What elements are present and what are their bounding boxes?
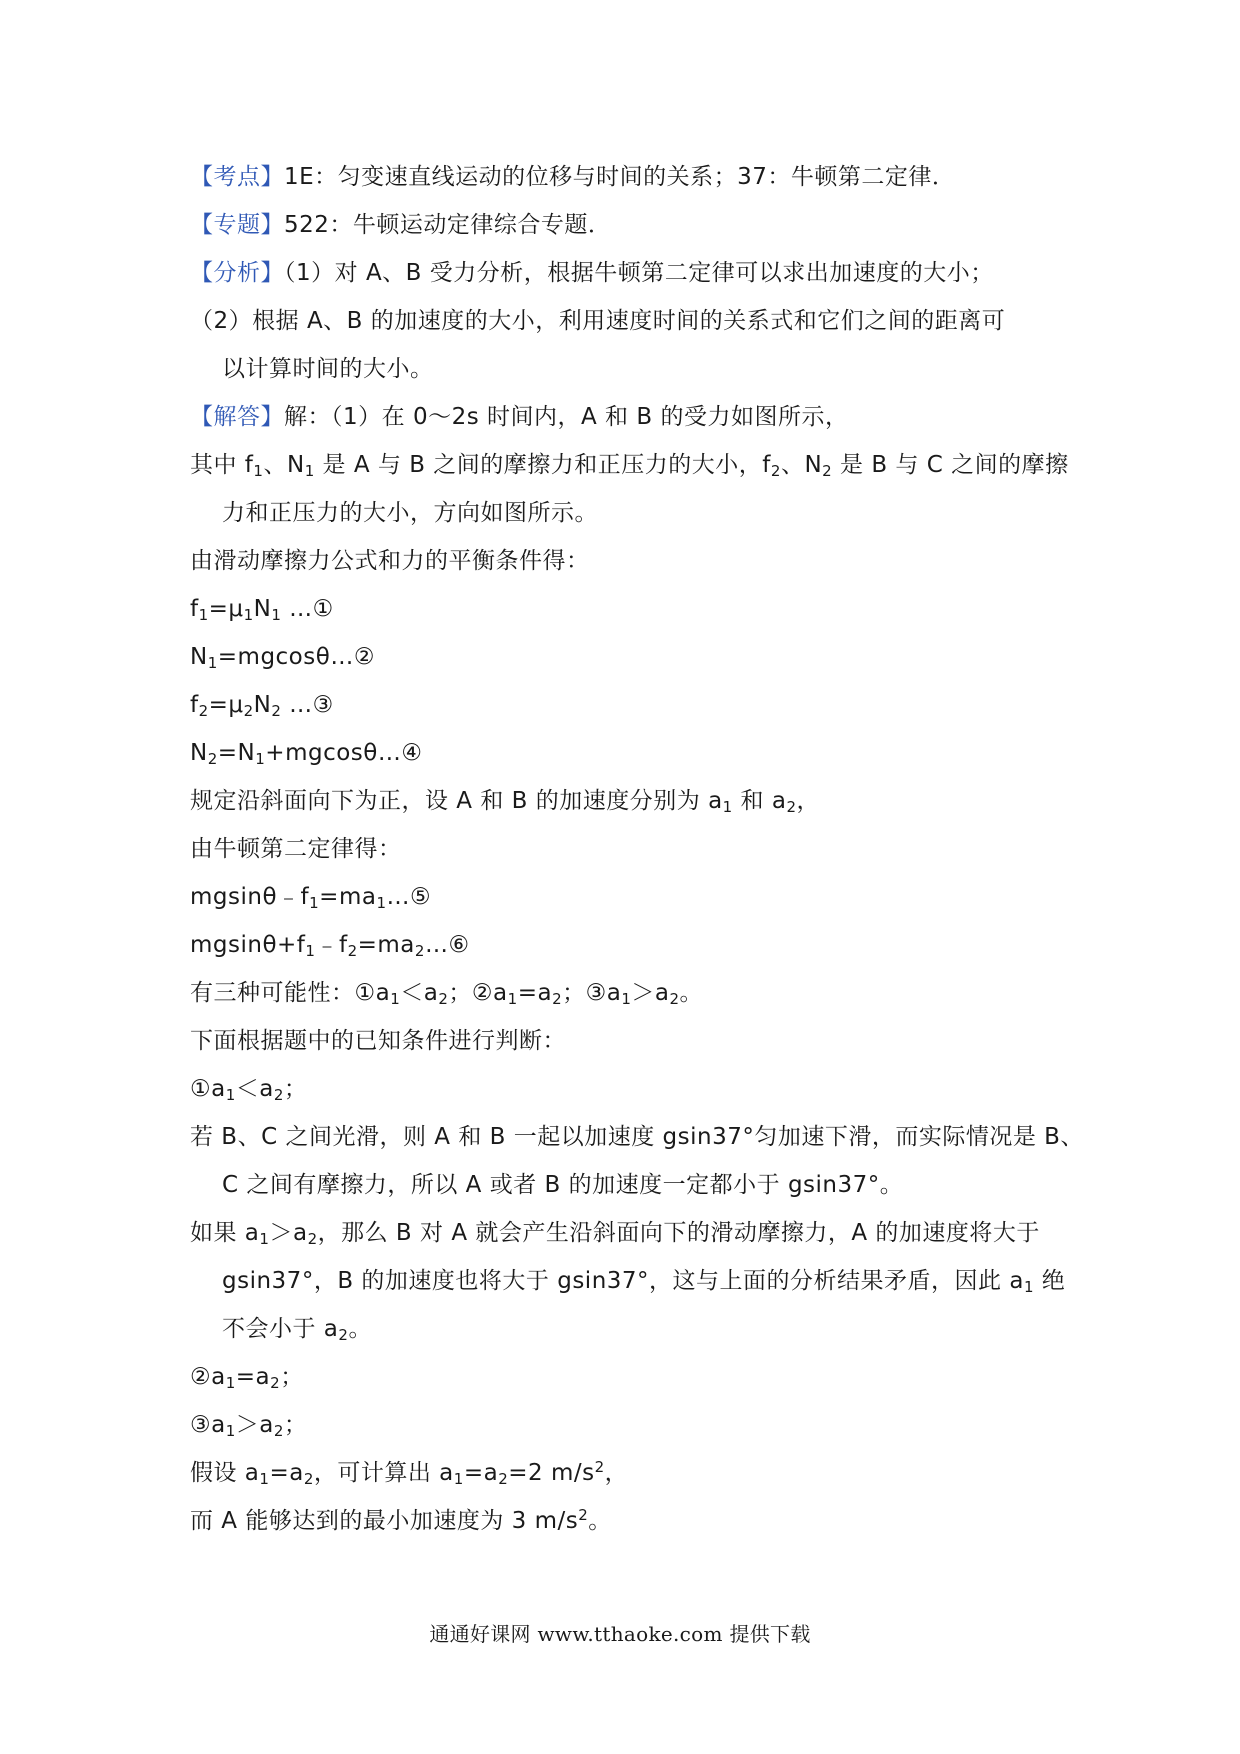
fenxi-text-2: （2）根据 A、B 的加速度的大小，利用速度时间的关系式和它们之间的距离可 <box>190 308 1006 334</box>
text-run: mgsinθ﹣f <box>190 884 310 910</box>
text-run: ＜a <box>235 1076 274 1102</box>
superscript: 2 <box>578 1506 589 1524</box>
subscript: 2 <box>770 462 781 480</box>
fenxi-text-3: 以计算时间的大小。 <box>222 356 434 382</box>
zhuanti-tag: 【专题】 <box>190 212 284 238</box>
text-run: ③a <box>190 1412 226 1438</box>
subscript: 1 <box>253 462 264 480</box>
fenxi-line-2 <box>190 306 1005 336</box>
text-run: 力和正压力的大小，方向如图所示。 <box>222 500 598 526</box>
subscript: 2 <box>498 1470 509 1488</box>
subscript: 2 <box>198 702 209 720</box>
subscript: 1 <box>304 462 315 480</box>
text-run: 不会小于 a <box>222 1316 339 1342</box>
subscript: 2 <box>273 1086 284 1104</box>
text-run: 由牛顿第二定律得： <box>190 836 402 862</box>
text-run: 下面根据题中的已知条件进行判断： <box>190 1028 566 1054</box>
subscript: 2 <box>243 702 254 720</box>
equation-1 <box>190 594 334 624</box>
subscript: 1 <box>507 990 518 1008</box>
text-run: ，可计算出 a <box>313 1460 454 1486</box>
text-run: 由滑动摩擦力公式和力的平衡条件得： <box>190 548 590 574</box>
text-run: mgsinθ+f <box>190 932 306 958</box>
subscript: 2 <box>207 750 218 768</box>
equation-4 <box>190 738 422 768</box>
equation-3 <box>190 690 334 720</box>
text-run: C 之间有摩擦力，所以 A 或者 B 的加速度一定都小于 gsin37°。 <box>222 1172 904 1198</box>
text-run: N <box>190 644 208 670</box>
text-run: N <box>253 692 272 718</box>
subscript: 1 <box>390 990 401 1008</box>
equation-2 <box>190 642 375 672</box>
subscript: 2 <box>552 990 563 1008</box>
subscript: 2 <box>273 1422 284 1440</box>
subscript: 1 <box>376 894 387 912</box>
subscript: 1 <box>271 606 282 624</box>
text-run: ﹣f <box>315 932 348 958</box>
text-run: ＞a <box>269 1220 308 1246</box>
subscript: 2 <box>338 1326 349 1344</box>
subscript: 1 <box>259 1230 270 1248</box>
text-run: =μ <box>208 596 244 622</box>
text-run: gsin37°，B 的加速度也将大于 gsin37°，这与上面的分析结果矛盾，因此 a <box>222 1268 1024 1294</box>
answer-line-7b <box>222 1170 903 1200</box>
text-run: N <box>253 596 272 622</box>
text-run: f <box>190 692 199 718</box>
text-run: =a <box>235 1364 271 1390</box>
text-run: ； <box>283 1076 308 1102</box>
equation-6 <box>190 930 470 960</box>
footer-text: 通通好课网 www.tthaoke.com 提供下载 <box>429 1622 811 1646</box>
subscript: 2 <box>271 702 282 720</box>
kaodian-text: 1E：匀变速直线运动的位移与时间的关系；37：牛顿第二定律． <box>284 164 956 190</box>
text-run: …⑥ <box>424 932 470 958</box>
text-run: 是 B 与 C 之间的摩擦 <box>832 452 1069 478</box>
fenxi-tag: 【分析】 <box>190 260 284 286</box>
subscript: 2 <box>669 990 680 1008</box>
text-run: ①a <box>190 1076 226 1102</box>
text-run: =ma <box>319 884 377 910</box>
answer-line-2 <box>190 546 590 576</box>
text-run: ＞a <box>631 980 670 1006</box>
text-run: ；③a <box>562 980 622 1006</box>
text-run: 、N <box>263 452 305 478</box>
equation-5 <box>190 882 431 912</box>
text-run: =a <box>269 1460 304 1486</box>
case-3 <box>190 1410 307 1440</box>
text-run: 。 <box>588 1508 612 1534</box>
fenxi-line-3 <box>222 354 434 384</box>
answer-line-8 <box>190 1218 1040 1248</box>
subscript: 1 <box>309 894 320 912</box>
text-run: =a <box>517 980 553 1006</box>
text-run: +mgcosθ…④ <box>265 740 423 766</box>
text-run: 其中 f <box>190 452 254 478</box>
text-run: 若 B、C 之间光滑，则 A 和 B 一起以加速度 gsin37°匀加速下滑，而实际情况是 B、 <box>190 1124 1084 1150</box>
zhuanti-text: 522：牛顿运动定律综合专题． <box>284 212 612 238</box>
text-run: 有三种可能性：①a <box>190 980 391 1006</box>
text-run: =N <box>217 740 256 766</box>
fenxi-line <box>190 258 994 288</box>
subscript: 2 <box>303 1470 314 1488</box>
subscript: 2 <box>347 942 358 960</box>
text-run: =mgcosθ…② <box>217 644 375 670</box>
jieda-intro: 解：（1）在 0～2s 时间内，A 和 B 的受力如图所示， <box>284 404 849 430</box>
text-run: 假设 a <box>190 1460 260 1486</box>
answer-line-9 <box>190 1458 628 1488</box>
text-run: =2 m/s <box>508 1460 595 1486</box>
text-run: ＞a <box>235 1412 274 1438</box>
text-run: 是 A 与 B 之间的摩擦力和正压力的大小，f <box>314 452 771 478</box>
subscript: 1 <box>259 1470 270 1488</box>
text-run: ，那么 B 对 A 就会产生沿斜面向下的滑动摩擦力，A 的加速度将大于 <box>317 1220 1040 1246</box>
answer-line-5 <box>190 978 703 1008</box>
fenxi-text-1: （1）对 A、B 受力分析，根据牛顿第二定律可以求出加速度的大小； <box>284 260 994 286</box>
answer-line-3 <box>190 786 820 816</box>
text-run: 如果 a <box>190 1220 260 1246</box>
case-2 <box>190 1362 304 1392</box>
text-run: ＜a <box>400 980 439 1006</box>
subscript: 1 <box>621 990 632 1008</box>
text-run: 和 a <box>732 788 787 814</box>
subscript: 1 <box>207 654 218 672</box>
text-run: ； <box>280 1364 304 1390</box>
subscript: 2 <box>270 1374 281 1392</box>
jieda-tag: 【解答】 <box>190 404 284 430</box>
text-run: 。 <box>348 1316 372 1342</box>
subscript: 2 <box>414 942 425 960</box>
text-run: N <box>190 740 208 766</box>
text-run: =a <box>463 1460 499 1486</box>
subscript: 1 <box>225 1374 236 1392</box>
subscript: 2 <box>307 1230 318 1248</box>
text-run: ； <box>283 1412 308 1438</box>
jieda-line <box>190 402 848 432</box>
answer-line-8c <box>222 1314 372 1344</box>
text-run: 规定沿斜面向下为正，设 A 和 B 的加速度分别为 a <box>190 788 723 814</box>
superscript: 2 <box>594 1458 605 1476</box>
text-run: 而 A 能够达到的最小加速度为 3 m/s <box>190 1508 579 1534</box>
subscript: 2 <box>786 798 797 816</box>
subscript: 1 <box>305 942 316 960</box>
answer-line-6 <box>190 1026 566 1056</box>
text-run: 。 <box>679 980 704 1006</box>
answer-line-7 <box>190 1122 1084 1152</box>
text-run: =μ <box>208 692 244 718</box>
case-1 <box>190 1074 307 1104</box>
subscript: 1 <box>225 1422 236 1440</box>
answer-line-8b <box>222 1266 1065 1296</box>
text-run: 绝 <box>1034 1268 1066 1294</box>
answer-line-4 <box>190 834 402 864</box>
text-run: ；②a <box>448 980 508 1006</box>
text-run: …③ <box>281 692 334 718</box>
page-footer <box>0 1618 1240 1647</box>
answer-line-10 <box>190 1506 612 1536</box>
subscript: 1 <box>243 606 254 624</box>
subscript: 2 <box>438 990 449 1008</box>
text-run: f <box>190 596 199 622</box>
subscript: 2 <box>822 462 833 480</box>
kaodian-tag: 【考点】 <box>190 164 284 190</box>
subscript: 1 <box>255 750 266 768</box>
text-run: ②a <box>190 1364 226 1390</box>
text-run: ， <box>604 1460 629 1486</box>
subscript: 1 <box>722 798 733 816</box>
answer-line-1b <box>222 498 598 528</box>
text-run: 、N <box>780 452 823 478</box>
subscript: 1 <box>1023 1278 1034 1296</box>
subscript: 1 <box>198 606 209 624</box>
text-run: …① <box>281 596 334 622</box>
text-run: ， <box>796 788 820 814</box>
kaodian-line <box>190 162 955 192</box>
answer-line-1 <box>190 450 1069 480</box>
zhuanti-line <box>190 210 611 240</box>
text-run: =ma <box>357 932 415 958</box>
subscript: 1 <box>453 1470 464 1488</box>
text-run: …⑤ <box>386 884 432 910</box>
subscript: 1 <box>225 1086 236 1104</box>
